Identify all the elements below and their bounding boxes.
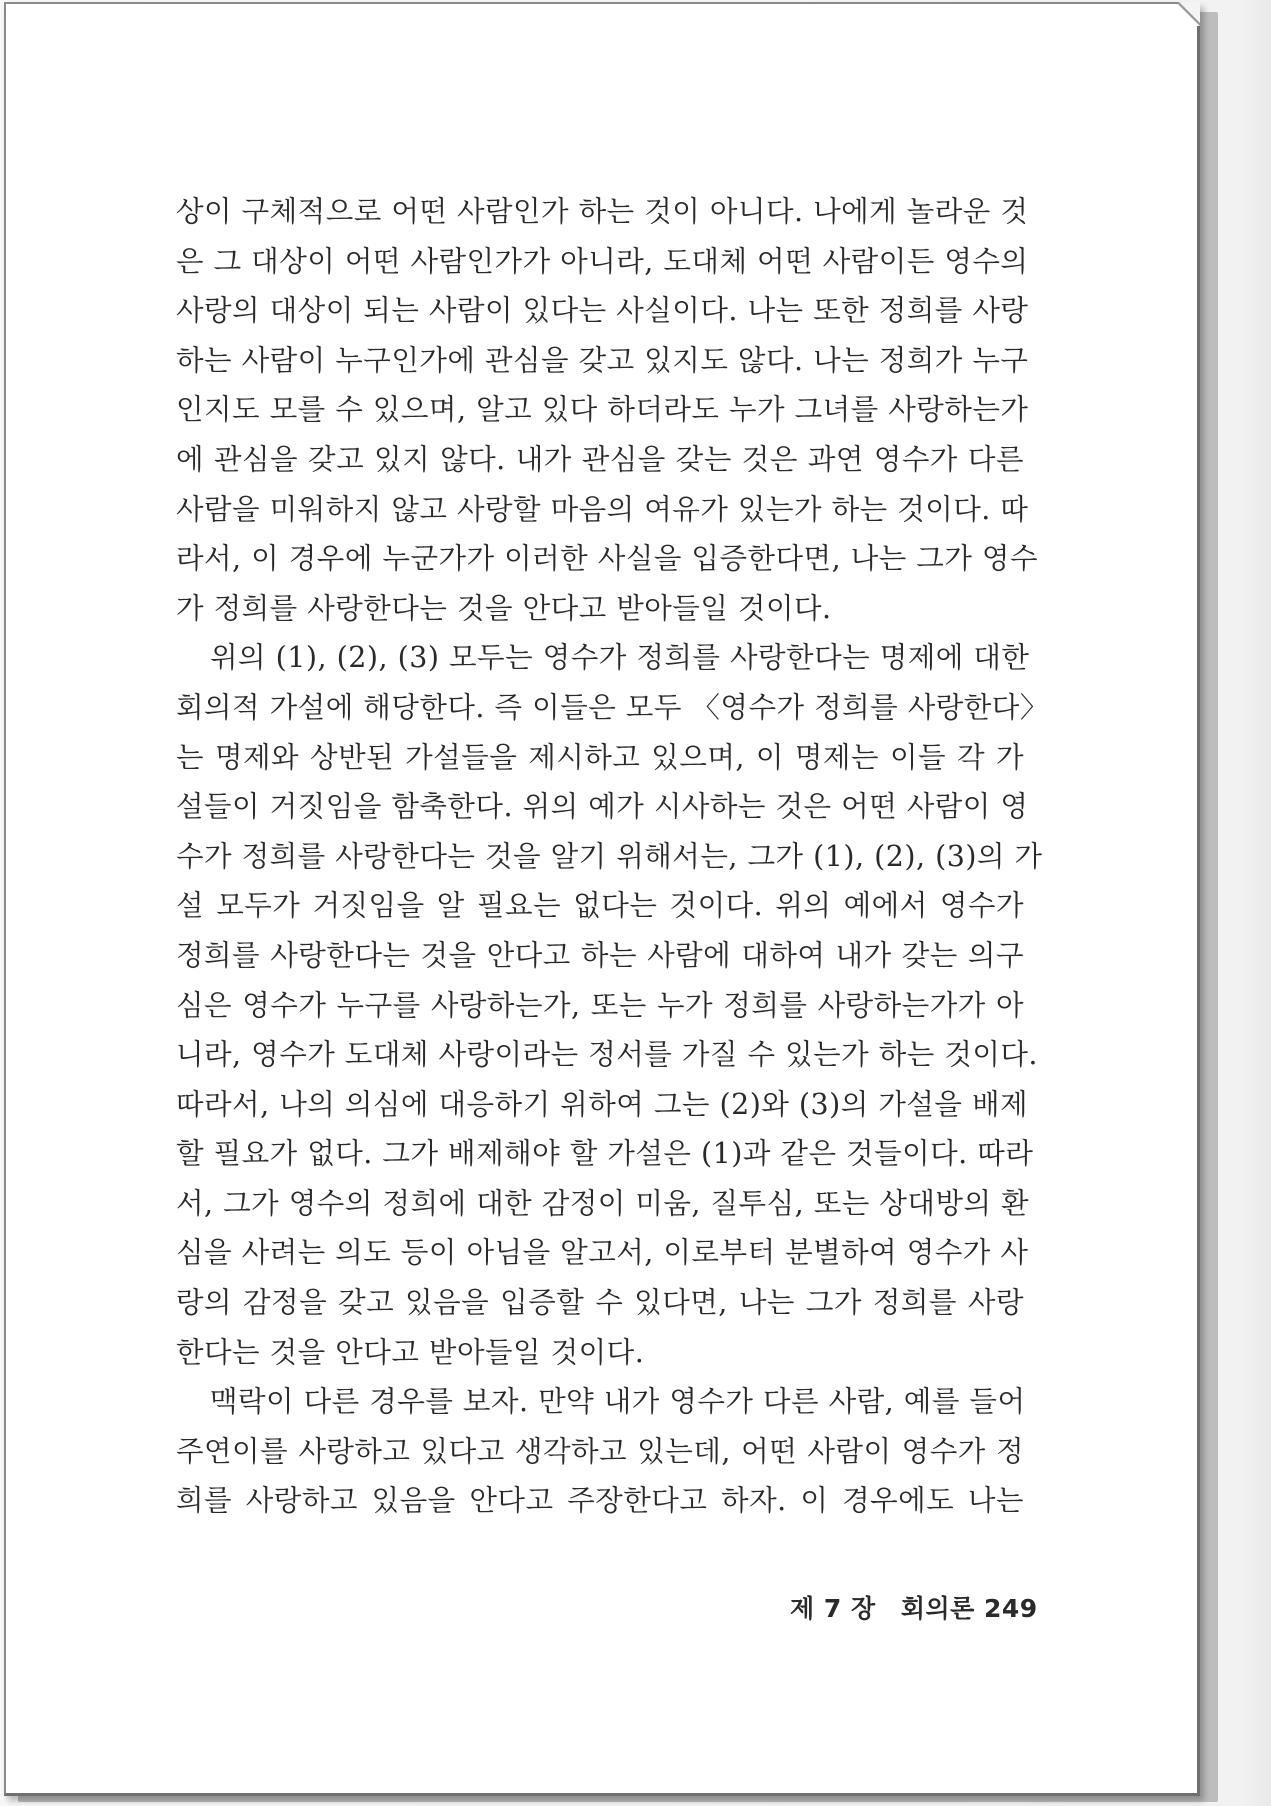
text-line: 한다는 것을 안다고 받아들일 것이다. xyxy=(176,1335,645,1369)
text-line: 심을 사려는 의도 등이 아님을 알고서, 이로부터 분별하여 영수가 사 xyxy=(176,1236,1029,1270)
page-number: 249 xyxy=(984,1594,1038,1623)
text-line: 라서, 이 경우에 누군가가 이러한 사실을 입증한다면, 나는 그가 영수 xyxy=(176,542,1038,576)
section-title: 회의론 xyxy=(900,1594,975,1623)
text-line: 서, 그가 영수의 정희에 대한 감정이 미움, 질투심, 또는 상대방의 환 xyxy=(176,1186,1030,1220)
text-line: 수가 정희를 사랑한다는 것을 알기 위해서는, 그가 (1), (2), (3)의 가 xyxy=(176,839,1043,873)
text-line: 할 필요가 없다. 그가 배제해야 할 가설은 (1)과 같은 것들이다. 따라 xyxy=(176,1137,1034,1171)
text-line: 하는 사람이 누구인가에 관심을 갖고 있지도 않다. 나는 정희가 누구 xyxy=(176,343,1029,377)
text-line: 위의 (1), (2), (3) 모두는 영수가 정희를 사랑한다는 명제에 대한 xyxy=(210,641,1030,675)
text-line: 에 관심을 갖고 있지 않다. 내가 관심을 갖는 것은 과연 영수가 다른 xyxy=(176,442,1024,476)
text-line: 랑의 감정을 갖고 있음을 입증할 수 있다면, 나는 그가 정희를 사랑 xyxy=(176,1286,1024,1320)
text-line: 맥락이 다른 경우를 보자. 만약 내가 영수가 다른 사람, 예를 들어 xyxy=(210,1385,1026,1419)
text-line: 주연이를 사랑하고 있다고 생각하고 있는데, 어떤 사람이 영수가 정 xyxy=(176,1434,1024,1468)
body-text xyxy=(176,187,1049,1526)
text-line: 정희를 사랑한다는 것을 안다고 하는 사람에 대하여 내가 갖는 의구 xyxy=(176,938,1024,972)
text-line: 희를 사랑하고 있음을 안다고 주장한다고 하자. 이 경우에도 나는 xyxy=(176,1484,1024,1518)
text-line: 설 모두가 거짓임을 알 필요는 없다는 것이다. 위의 예에서 영수가 xyxy=(176,889,1024,923)
text-line: 는 명제와 상반된 가설들을 제시하고 있으며, 이 명제는 이들 각 가 xyxy=(176,740,1024,774)
chapter-label: 제 7 장 xyxy=(790,1594,876,1623)
text-line: 설들이 거짓임을 함축한다. 위의 예가 시사하는 것은 어떤 사람이 영 xyxy=(176,790,1029,824)
running-footer xyxy=(790,1589,1038,1625)
text-line: 가 정희를 사랑한다는 것을 안다고 받아들일 것이다. xyxy=(176,591,832,625)
text-line: 인지도 모를 수 있으며, 알고 있다 하더라도 누가 그녀를 사랑하는가 xyxy=(176,393,1029,427)
text-line: 회의적 가설에 해당한다. 즉 이들은 모두 〈영수가 정희를 사랑한다〉 xyxy=(176,690,1049,724)
text-line: 따라서, 나의 의심에 대응하기 위하여 그는 (2)와 (3)의 가설을 배제 xyxy=(176,1087,1029,1121)
page-corner-curl xyxy=(1178,2,1200,26)
text-line: 사랑의 대상이 되는 사람이 있다는 사실이다. 나는 또한 정희를 사랑 xyxy=(176,294,1029,328)
text-line: 심은 영수가 누구를 사랑하는가, 또는 누가 정희를 사랑하는가가 아 xyxy=(176,988,1024,1022)
text-line: 사람을 미워하지 않고 사랑할 마음의 여유가 있는가 하는 것이다. 따 xyxy=(176,492,1029,526)
text-line: 상이 구체적으로 어떤 사람인가 하는 것이 아니다. 나에게 놀라운 것 xyxy=(176,195,1029,228)
book-page xyxy=(4,2,1200,1796)
text-line: 은 그 대상이 어떤 사람인가가 아니라, 도대체 어떤 사람이든 영수의 xyxy=(176,244,1029,278)
text-line: 니라, 영수가 도대체 사랑이라는 정서를 가질 수 있는가 하는 것이다. xyxy=(176,1038,1038,1072)
